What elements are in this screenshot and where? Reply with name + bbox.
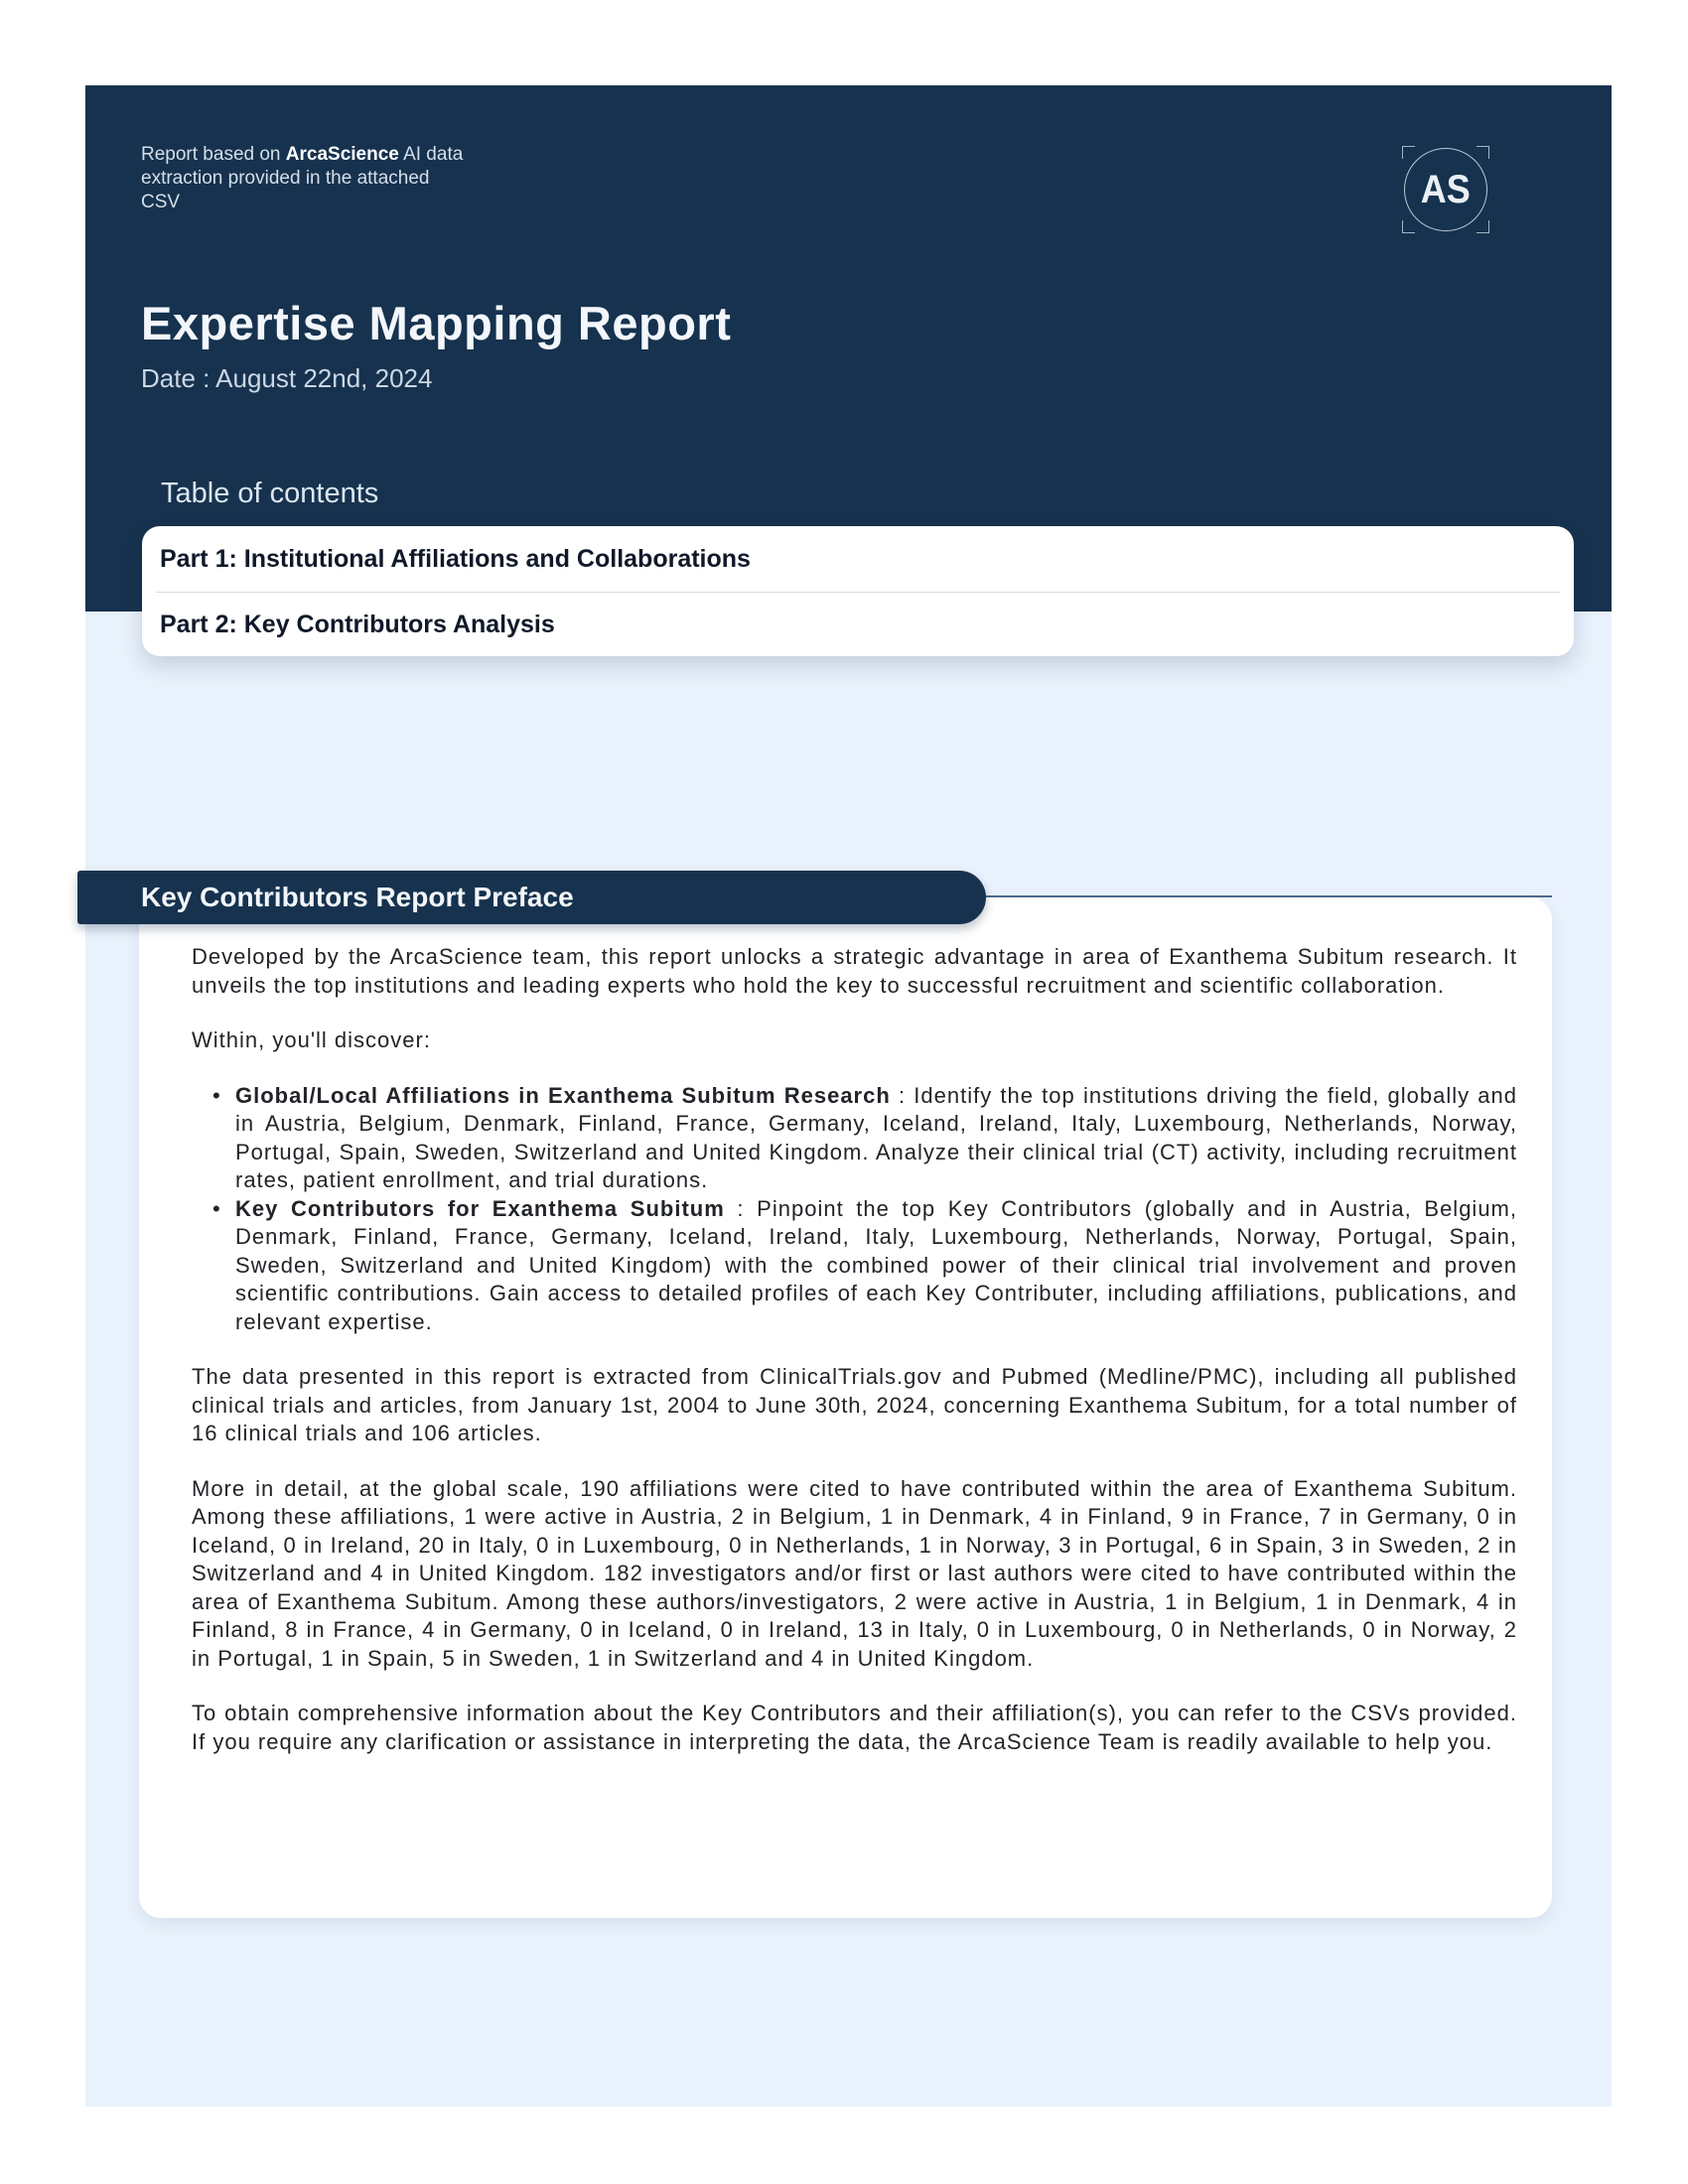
preface-detail-paragraph: More in detail, at the global scale, 190 affiliations were cited to have contributed within the area of Exanthema Subitum. Among these affiliations, 1 were active in Austria, 2 in Belgium, 1 in Denmark, 4 in Finland, 9 in France, 7 in Germany, 0 in Iceland, 0 in Ireland, 20 in Italy, 0 in Luxembourg, 0 in Netherlands, 1 in Norway, 3 in Portugal, 6 in Spain, 3 in Sweden, 2 in Switzerland and 4 in United Kingdom. 182 investigators and/or first or last authors were cited to have contributed within the area of Exanthema Subitum. Among these authors/investigators, 2 were active in Austria, 1 in Belgium, 1 in Denmark, 4 in Finland, 8 in France, 4 in Germany, 0 in Iceland, 0 in Ireland, 13 in Italy, 0 in Luxembourg, 0 in Netherlands, 0 in Norway, 2 in Portugal, 1 in Spain, 5 in Sweden, 1 in Switzerland and 4 in United Kingdom.	[192, 1475, 1517, 1671]
section-ribbon-title: Key Contributors Report Preface	[141, 882, 574, 912]
logo-frame-corner-icon	[1402, 220, 1415, 233]
bullet-lead: Key Contributors for Exanthema Subitum	[235, 1195, 725, 1221]
tagline-line2: extraction provided in the attached	[141, 168, 430, 189]
preface-closing-paragraph: To obtain comprehensive information about the Key Contributors and their affiliation(s), you can refer to the CSVs provided. If you require any clarification or assistance in interpreting the data, the ArcaScience Team is readily available to help you.	[192, 1701, 1517, 1754]
preface-card	[139, 897, 1552, 1918]
bullet-text: : Identify the top institutions driving the field, globally and in Austria, Belgium, Denmark, Finland, France, Germany, Iceland, Ireland, Italy, Luxembourg, Netherlands, Norway, Portugal, Spain, Sweden, Switzerland and United Kingdom. Analyze their clinical trial (CT) activity, including recruitment rates, patient enrollment, and trial durations.	[235, 1082, 1517, 1192]
bullet-text: : Pinpoint the top Key Contributors (globally and in Austria, Belgium, Denmark, Finland, France, Germany, Iceland, Ireland, Italy, Luxembourg, Netherlands, Norway, Portugal, Spain, Sweden, Switzerland and United Kingdom) with the combined power of their clinical trial involvement and proven scientific contributions. Gain access to detailed profiles of each Key Contributer, including affiliations, publications, and relevant expertise.	[235, 1195, 1517, 1334]
bullet-key-contributors	[192, 1195, 1517, 1337]
toc-item-part2[interactable]	[142, 593, 1574, 656]
brand-name: ArcaScience	[285, 144, 399, 165]
section-ribbon	[77, 871, 986, 924]
logo-frame-corner-icon	[1402, 146, 1415, 159]
bullet-affiliations	[192, 1082, 1517, 1195]
logo-circle-icon	[1404, 148, 1487, 231]
toc-heading: Table of contents	[161, 478, 379, 509]
toc-item-part1[interactable]	[142, 526, 1574, 592]
tagline-suffix: AI data	[398, 144, 464, 165]
toc-item-label: Part 1: Institutional Affiliations and Collaborations	[160, 544, 751, 573]
tagline-line3: CSV	[141, 192, 181, 212]
preface-discover-heading: Within, you'll discover:	[192, 1027, 431, 1052]
preface-data-paragraph: The data presented in this report is extracted from ClinicalTrials.gov and Pubmed (Medline/PMC), including all published clinical trials and articles, from January 1st, 2004 to June 30th, 2024, concerning Exanthema Subitum, for a total number of 16 clinical trials and 106 articles.	[192, 1364, 1517, 1445]
page-title: Expertise Mapping Report	[141, 297, 732, 349]
section-rule	[983, 895, 1552, 897]
brand-tagline	[141, 143, 463, 214]
preface-intro: Developed by the ArcaScience team, this report unlocks a strategic advantage in area of Exanthema Subitum research. It unveils the top institutions and leading experts who hold the key to successful recruitment and scientific collaboration.	[192, 944, 1517, 998]
preface-bullet-list	[192, 1082, 1517, 1337]
toc-card	[142, 526, 1574, 656]
tagline-prefix: Report based on	[141, 144, 286, 165]
report-date: Date : August 22nd, 2024	[141, 363, 433, 393]
arcascience-logo	[1404, 148, 1487, 231]
logo-monogram: AS	[1420, 167, 1472, 211]
logo-frame-corner-icon	[1477, 146, 1489, 159]
logo-frame-corner-icon	[1477, 220, 1489, 233]
bullet-lead: Global/Local Affiliations in Exanthema Subitum Research	[235, 1082, 891, 1108]
toc-item-label: Part 2: Key Contributors Analysis	[160, 610, 555, 638]
